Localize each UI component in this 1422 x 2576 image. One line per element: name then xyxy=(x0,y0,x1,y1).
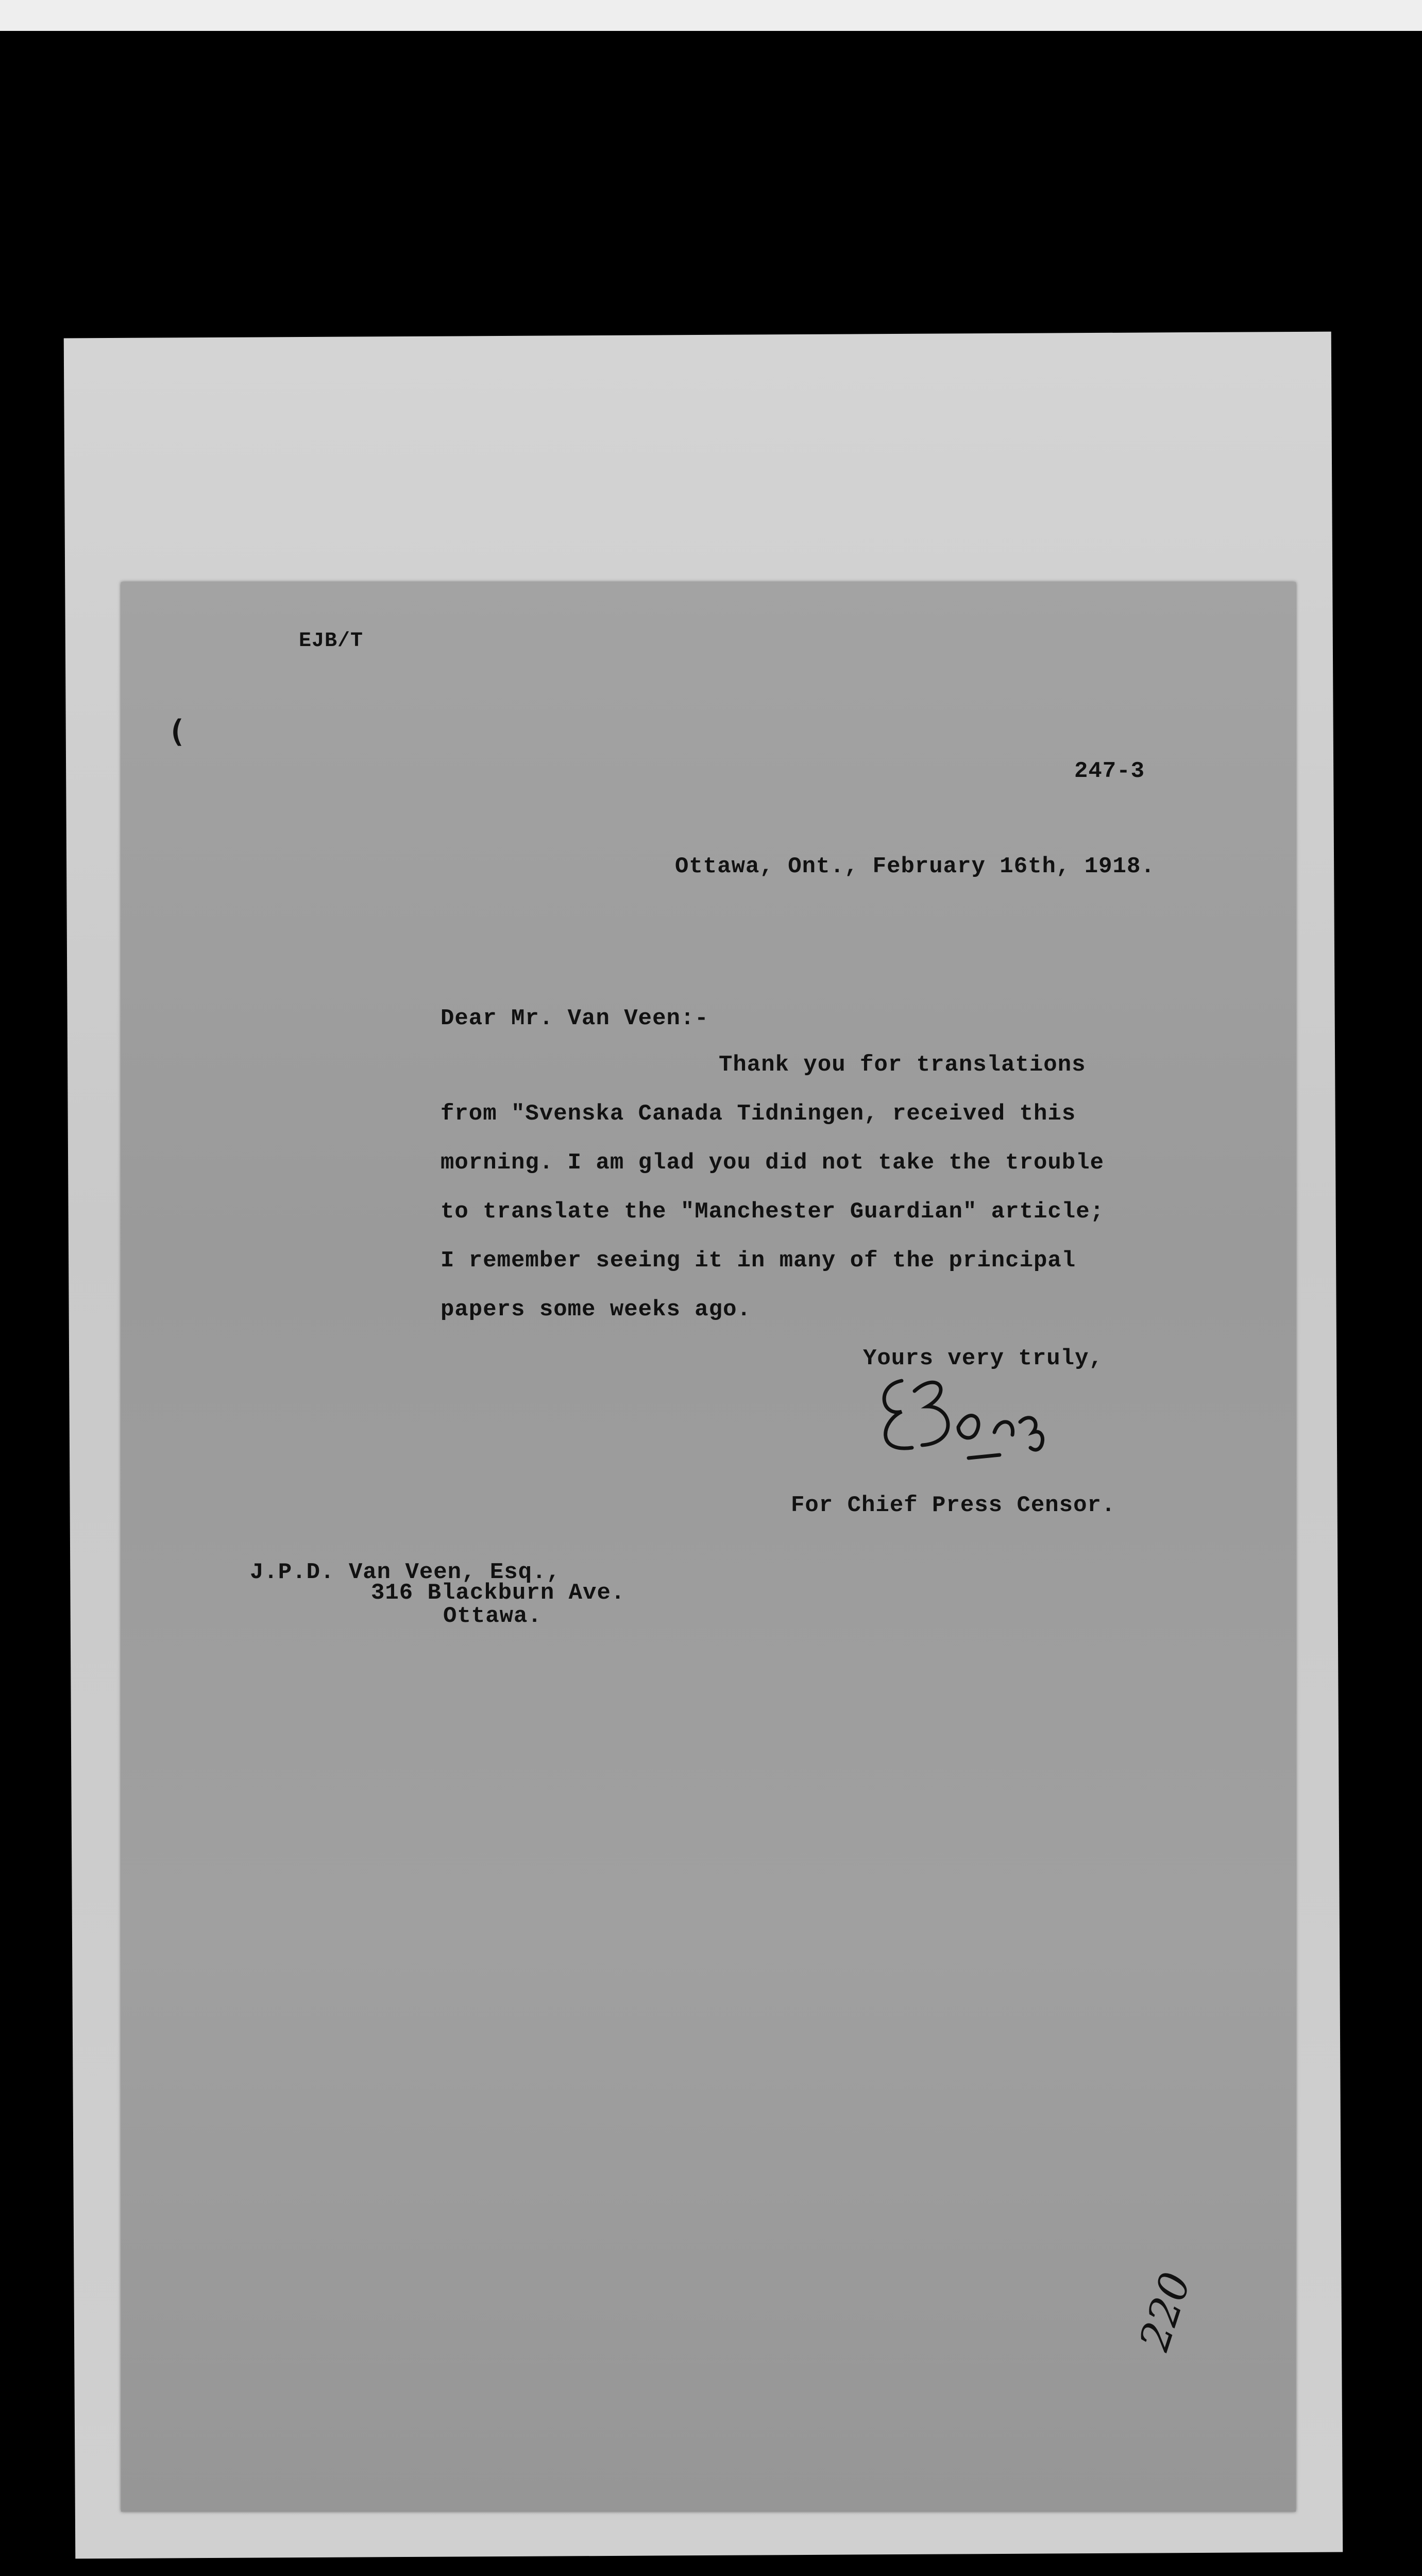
closing: Yours very truly, xyxy=(863,1346,1103,1371)
reference-initials: EJB/T xyxy=(299,630,364,653)
file-number: 247-3 xyxy=(1074,758,1145,784)
body-line: morning. I am glad you did not take the trouble xyxy=(441,1150,1105,1176)
body-line: papers some weeks ago. xyxy=(441,1297,751,1323)
signature-image xyxy=(866,1360,1133,1473)
recipient-name: J.P.D. Van Veen, Esq., xyxy=(250,1560,561,1585)
handwritten-page-number: 220 xyxy=(1130,2266,1200,2357)
margin-mark-c: ( xyxy=(167,714,187,750)
body-line: from "Svenska Canada Tidningen, received this xyxy=(441,1101,1076,1127)
recipient-street: 316 Blackburn Ave. xyxy=(371,1580,625,1606)
signature-title: For Chief Press Censor. xyxy=(791,1493,1116,1518)
place-date: Ottawa, Ont., February 16th, 1918. xyxy=(675,854,1155,879)
letter-page xyxy=(121,582,1296,2512)
body-line: to translate the "Manchester Guardian" article; xyxy=(441,1199,1105,1225)
salutation: Dear Mr. Van Veen:- xyxy=(441,1006,709,1031)
body-line: Thank you for translations xyxy=(719,1052,1086,1078)
body-line: I remember seeing it in many of the principal xyxy=(441,1248,1076,1274)
scan-frame-top xyxy=(0,0,1422,31)
recipient-city: Ottawa. xyxy=(443,1603,542,1629)
